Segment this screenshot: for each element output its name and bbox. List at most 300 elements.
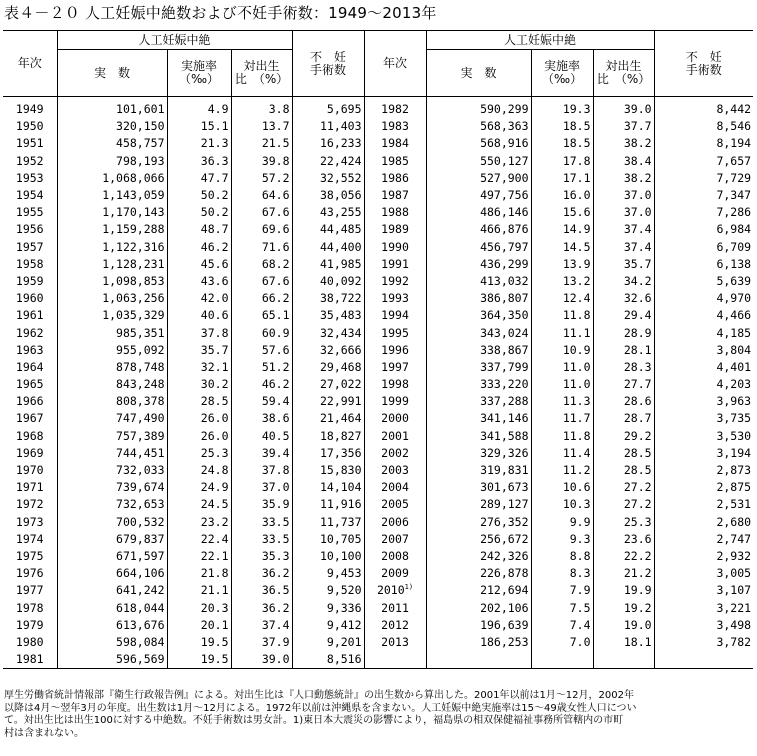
cell-abortion-rate: 15.1 bbox=[167, 118, 231, 135]
cell-year: 1976 bbox=[15, 566, 44, 581]
cell-sterilization: 3,963 bbox=[654, 393, 753, 410]
cell-sterilization: 3,498 bbox=[654, 617, 753, 634]
cell-sterilization: 35,483 bbox=[292, 307, 364, 324]
cell-year: 1993 bbox=[364, 290, 426, 307]
table-row bbox=[3, 548, 753, 565]
cell-abortion-rate: 28.5 bbox=[167, 393, 231, 410]
cell-birth-ratio: 18.1 bbox=[593, 634, 654, 651]
cell-abortion-count: 186,253 bbox=[426, 634, 531, 651]
cell-abortion-rate: 50.2 bbox=[167, 204, 231, 221]
table-row bbox=[3, 445, 753, 462]
cell-birth-ratio: 39.8 bbox=[231, 153, 292, 170]
cell-abortion-count: 757,389 bbox=[57, 428, 167, 445]
cell-birth-ratio: 28.9 bbox=[593, 324, 654, 341]
cell-birth-ratio: 3.8 bbox=[231, 97, 292, 119]
cell-abortion-count: 527,900 bbox=[426, 170, 531, 187]
cell-year: 1989 bbox=[364, 221, 426, 238]
cell-abortion-count: 329,326 bbox=[426, 445, 531, 462]
footnote-line: て。対出生比は出生100に対する中絶数。不妊手術数は男女計。1)東日本大震災の影響により，福島県の相双保健福祉事務所管轄内の市町 bbox=[4, 715, 624, 726]
cell-birth-ratio: 36.5 bbox=[231, 582, 292, 599]
cell-sterilization: 4,401 bbox=[654, 359, 753, 376]
cell-abortion-rate: 9.9 bbox=[531, 514, 593, 531]
cell-year: 1958 bbox=[15, 256, 44, 271]
cell-birth-ratio: 34.2 bbox=[593, 273, 654, 290]
cell-sterilization: 11,737 bbox=[292, 514, 364, 531]
cell-abortion-rate: 23.2 bbox=[167, 514, 231, 531]
cell-birth-ratio: 37.8 bbox=[231, 462, 292, 479]
table-row bbox=[3, 462, 753, 479]
cell-abortion-rate: 10.6 bbox=[531, 479, 593, 496]
cell-abortion-rate: 30.2 bbox=[167, 376, 231, 393]
cell-abortion-rate: 11.1 bbox=[531, 324, 593, 341]
cell-birth-ratio: 28.3 bbox=[593, 359, 654, 376]
cell-year: 1962 bbox=[15, 325, 44, 340]
cell-year: 1963 bbox=[15, 342, 44, 357]
cell-abortion-rate: 10.9 bbox=[531, 342, 593, 359]
cell-abortion-rate: 45.6 bbox=[167, 256, 231, 273]
cell-birth-ratio: 28.1 bbox=[593, 342, 654, 359]
table-row bbox=[3, 97, 753, 119]
cell-abortion-rate: 9.3 bbox=[531, 531, 593, 548]
cell-year: 1959 bbox=[15, 273, 44, 288]
cell-birth-ratio: 37.7 bbox=[593, 118, 654, 135]
cell-sterilization: 16,233 bbox=[292, 135, 364, 152]
cell-sterilization: 7,286 bbox=[654, 204, 753, 221]
cell-sterilization: 38,722 bbox=[292, 290, 364, 307]
cell-sterilization: 3,804 bbox=[654, 342, 753, 359]
table-row bbox=[3, 170, 753, 187]
cell-sterilization: 29,468 bbox=[292, 359, 364, 376]
cell-sterilization: 38,056 bbox=[292, 187, 364, 204]
cell-abortion-count: 337,288 bbox=[426, 393, 531, 410]
table-row bbox=[3, 582, 753, 599]
cell-year: 1996 bbox=[364, 342, 426, 359]
cell-birth-ratio: 19.0 bbox=[593, 617, 654, 634]
cell-abortion-count: 319,831 bbox=[426, 462, 531, 479]
cell-abortion-rate: 21.3 bbox=[167, 135, 231, 152]
cell-birth-ratio: 25.3 bbox=[593, 514, 654, 531]
cell-birth-ratio: 60.9 bbox=[231, 324, 292, 341]
table-row bbox=[3, 634, 753, 651]
cell-sterilization: 3,782 bbox=[654, 634, 753, 651]
cell-sterilization: 8,442 bbox=[654, 97, 753, 119]
cell-sterilization: 18,827 bbox=[292, 428, 364, 445]
table-row bbox=[3, 307, 753, 324]
table-row bbox=[3, 514, 753, 531]
cell-abortion-count: 744,451 bbox=[57, 445, 167, 462]
cell-abortion-rate: 48.7 bbox=[167, 221, 231, 238]
cell-sterilization: 10,705 bbox=[292, 531, 364, 548]
cell-year: 1997 bbox=[364, 359, 426, 376]
cell-abortion-count: 497,756 bbox=[426, 187, 531, 204]
cell-year: 2008 bbox=[364, 548, 426, 565]
cell-abortion-count: 337,799 bbox=[426, 359, 531, 376]
cell-sterilization: 11,916 bbox=[292, 496, 364, 513]
cell-birth-ratio: 22.2 bbox=[593, 548, 654, 565]
cell-year: 1985 bbox=[364, 153, 426, 170]
cell-abortion-rate: 11.7 bbox=[531, 410, 593, 427]
cell-sterilization: 4,970 bbox=[654, 290, 753, 307]
cell-abortion-count: 1,063,256 bbox=[57, 290, 167, 307]
page-title: 表４－２０ 人工妊娠中絶数および不妊手術数：1949～2013年 bbox=[4, 4, 437, 22]
cell-sterilization: 32,434 bbox=[292, 324, 364, 341]
cell-abortion-rate: 26.0 bbox=[167, 428, 231, 445]
header-count-right: 実 数 bbox=[426, 50, 531, 97]
cell-abortion-rate: 11.2 bbox=[531, 462, 593, 479]
cell-birth-ratio: 21.2 bbox=[593, 565, 654, 582]
table-row bbox=[3, 135, 753, 152]
cell-abortion-rate: 13.9 bbox=[531, 256, 593, 273]
cell-abortion-rate: 11.0 bbox=[531, 359, 593, 376]
table-row bbox=[3, 376, 753, 393]
cell-abortion-rate: 18.5 bbox=[531, 135, 593, 152]
cell-year: 1965 bbox=[15, 377, 44, 392]
cell-abortion-count: 732,653 bbox=[57, 496, 167, 513]
cell-abortion-count: 1,035,329 bbox=[57, 307, 167, 324]
cell-abortion-rate: 36.3 bbox=[167, 153, 231, 170]
cell-year: 2000 bbox=[364, 410, 426, 427]
cell-abortion-rate: 25.3 bbox=[167, 445, 231, 462]
table-row bbox=[3, 342, 753, 359]
cell-sterilization: 8,516 bbox=[292, 651, 364, 669]
cell-sterilization: 32,666 bbox=[292, 342, 364, 359]
header-abortion-left: 人工妊娠中絶 bbox=[57, 31, 292, 50]
header-rate-right: 実施率 （‰） bbox=[531, 50, 593, 97]
cell-abortion-count: 596,569 bbox=[57, 651, 167, 669]
cell-abortion-count: 1,128,231 bbox=[57, 256, 167, 273]
cell-sterilization: 3,194 bbox=[654, 445, 753, 462]
cell-year: 1968 bbox=[15, 428, 44, 443]
cell-abortion-rate: 42.0 bbox=[167, 290, 231, 307]
cell-abortion-rate: 21.1 bbox=[167, 582, 231, 599]
cell-abortion-count: 364,350 bbox=[426, 307, 531, 324]
cell-abortion-rate: 7.0 bbox=[531, 634, 593, 651]
cell-abortion-count: 1,170,143 bbox=[57, 204, 167, 221]
cell-abortion-rate: 17.8 bbox=[531, 153, 593, 170]
cell-sterilization: 5,639 bbox=[654, 273, 753, 290]
cell-abortion-count: 320,150 bbox=[57, 118, 167, 135]
cell-sterilization: 40,092 bbox=[292, 273, 364, 290]
table-row bbox=[3, 239, 753, 256]
cell-year: 2004 bbox=[364, 479, 426, 496]
cell-sterilization: 17,356 bbox=[292, 445, 364, 462]
cell-year: 1975 bbox=[15, 548, 44, 563]
cell-birth-ratio: 38.4 bbox=[593, 153, 654, 170]
cell-year: 1982 bbox=[364, 97, 426, 119]
cell-birth-ratio: 35.9 bbox=[231, 496, 292, 513]
table-row bbox=[3, 290, 753, 307]
cell-year: 1967 bbox=[15, 411, 44, 426]
cell-birth-ratio: 39.4 bbox=[231, 445, 292, 462]
cell-abortion-count: 568,916 bbox=[426, 135, 531, 152]
cell-abortion-count: 333,220 bbox=[426, 376, 531, 393]
cell-abortion-count: 808,378 bbox=[57, 393, 167, 410]
footnote-line: 厚生労働省統計情報部『衛生行政報告例』による。対出生比は『人口動態統計』の出生数から算出した。2001年以前は1月～12月，2002年 bbox=[4, 690, 634, 701]
cell-abortion-rate: 26.0 bbox=[167, 410, 231, 427]
cell-abortion-rate: 11.0 bbox=[531, 376, 593, 393]
cell-birth-ratio: 37.4 bbox=[593, 239, 654, 256]
cell-sterilization: 9,453 bbox=[292, 565, 364, 582]
table-body bbox=[3, 97, 753, 669]
cell-year: 1960 bbox=[15, 291, 44, 306]
cell-abortion-count: 843,248 bbox=[57, 376, 167, 393]
cell-abortion-rate: 10.3 bbox=[531, 496, 593, 513]
header-year-left: 年次 bbox=[3, 31, 57, 97]
cell-sterilization: 44,485 bbox=[292, 221, 364, 238]
cell-abortion-count: 598,084 bbox=[57, 634, 167, 651]
cell-birth-ratio: 65.1 bbox=[231, 307, 292, 324]
cell-abortion-count: 985,351 bbox=[57, 324, 167, 341]
cell-year: 1954 bbox=[15, 188, 44, 203]
cell-birth-ratio: 36.2 bbox=[231, 599, 292, 616]
cell-abortion-count: 955,092 bbox=[57, 342, 167, 359]
cell-abortion-count: 101,601 bbox=[57, 97, 167, 119]
cell-abortion-count: 550,127 bbox=[426, 153, 531, 170]
cell-abortion-rate: 40.6 bbox=[167, 307, 231, 324]
cell-sterilization: 43,255 bbox=[292, 204, 364, 221]
cell-abortion-count: 466,876 bbox=[426, 221, 531, 238]
table-row bbox=[3, 324, 753, 341]
table-row bbox=[3, 359, 753, 376]
cell-year: 1978 bbox=[15, 600, 44, 615]
cell-abortion-count: 196,639 bbox=[426, 617, 531, 634]
table-row bbox=[3, 599, 753, 616]
cell-abortion-count: 341,146 bbox=[426, 410, 531, 427]
cell-sterilization: 3,735 bbox=[654, 410, 753, 427]
cell-sterilization: 4,203 bbox=[654, 376, 753, 393]
cell-sterilization: 32,552 bbox=[292, 170, 364, 187]
cell-abortion-rate: 47.7 bbox=[167, 170, 231, 187]
cell-sterilization: 2,875 bbox=[654, 479, 753, 496]
cell-year: 1956 bbox=[15, 222, 44, 237]
cell-birth-ratio: 59.4 bbox=[231, 393, 292, 410]
cell-year: 1964 bbox=[15, 359, 44, 374]
cell-year: 1969 bbox=[15, 445, 44, 460]
header-sterilization-left: 不 妊 手術数 bbox=[292, 31, 364, 97]
cell-sterilization: 22,424 bbox=[292, 153, 364, 170]
cell-abortion-rate: 22.1 bbox=[167, 548, 231, 565]
cell-abortion-rate: 11.8 bbox=[531, 307, 593, 324]
cell-abortion-count: 436,299 bbox=[426, 256, 531, 273]
footnotes bbox=[4, 690, 754, 740]
cell-abortion-count: 343,024 bbox=[426, 324, 531, 341]
cell-abortion-count: 202,106 bbox=[426, 599, 531, 616]
cell-year: 1990 bbox=[364, 239, 426, 256]
cell-birth-ratio: 38.6 bbox=[231, 410, 292, 427]
cell-abortion-count: 242,326 bbox=[426, 548, 531, 565]
cell-birth-ratio: 13.7 bbox=[231, 118, 292, 135]
cell-abortion-count: 618,044 bbox=[57, 599, 167, 616]
cell-abortion-rate: 7.9 bbox=[531, 582, 593, 599]
cell-birth-ratio: 38.2 bbox=[593, 135, 654, 152]
cell-year: 1966 bbox=[15, 394, 44, 409]
cell-abortion-count: 1,098,853 bbox=[57, 273, 167, 290]
cell-abortion-count: 1,159,288 bbox=[57, 221, 167, 238]
cell-sterilization: 9,201 bbox=[292, 634, 364, 651]
cell-sterilization: 3,005 bbox=[654, 565, 753, 582]
cell-birth-ratio: 37.0 bbox=[231, 479, 292, 496]
cell-abortion-rate: 18.5 bbox=[531, 118, 593, 135]
header-ratio-right: 対出生 比 （%） bbox=[593, 50, 654, 97]
cell-sterilization: 7,729 bbox=[654, 170, 753, 187]
cell-abortion-rate: 11.8 bbox=[531, 428, 593, 445]
cell-abortion-count: 486,146 bbox=[426, 204, 531, 221]
cell-birth-ratio: 37.0 bbox=[593, 204, 654, 221]
table-row bbox=[3, 651, 753, 669]
cell-birth-ratio: 19.2 bbox=[593, 599, 654, 616]
cell-sterilization: 44,400 bbox=[292, 239, 364, 256]
cell-abortion-rate: 11.4 bbox=[531, 445, 593, 462]
cell-year: 1977 bbox=[15, 583, 44, 598]
header-rate-left: 実施率 （‰） bbox=[167, 50, 231, 97]
header-year-right: 年次 bbox=[364, 31, 426, 97]
cell-birth-ratio bbox=[593, 651, 654, 669]
cell-abortion-count: 732,033 bbox=[57, 462, 167, 479]
cell-year: 2007 bbox=[364, 531, 426, 548]
cell-year: 1991 bbox=[364, 256, 426, 273]
header-abortion-right: 人工妊娠中絶 bbox=[426, 31, 654, 50]
cell-abortion-rate: 19.5 bbox=[167, 651, 231, 669]
cell-birth-ratio: 21.5 bbox=[231, 135, 292, 152]
cell-abortion-count: 338,867 bbox=[426, 342, 531, 359]
cell-birth-ratio: 27.2 bbox=[593, 479, 654, 496]
cell-sterilization: 15,830 bbox=[292, 462, 364, 479]
cell-abortion-count: 458,757 bbox=[57, 135, 167, 152]
cell-year: 1957 bbox=[15, 239, 44, 254]
cell-year: 1972 bbox=[15, 497, 44, 512]
table-row bbox=[3, 410, 753, 427]
cell-birth-ratio: 27.2 bbox=[593, 496, 654, 513]
cell-year: 1992 bbox=[364, 273, 426, 290]
cell-sterilization: 11,403 bbox=[292, 118, 364, 135]
cell-abortion-rate: 11.3 bbox=[531, 393, 593, 410]
cell-sterilization: 21,464 bbox=[292, 410, 364, 427]
cell-birth-ratio: 32.6 bbox=[593, 290, 654, 307]
cell-abortion-count: 341,588 bbox=[426, 428, 531, 445]
cell-year: 1951 bbox=[15, 136, 44, 151]
cell-abortion-count: 613,676 bbox=[57, 617, 167, 634]
cell-abortion-rate: 50.2 bbox=[167, 187, 231, 204]
cell-birth-ratio: 39.0 bbox=[231, 651, 292, 669]
cell-birth-ratio: 71.6 bbox=[231, 239, 292, 256]
cell-year: 1980 bbox=[15, 634, 44, 649]
cell-birth-ratio: 69.6 bbox=[231, 221, 292, 238]
cell-sterilization: 41,985 bbox=[292, 256, 364, 273]
cell-birth-ratio: 67.6 bbox=[231, 204, 292, 221]
cell-sterilization: 2,932 bbox=[654, 548, 753, 565]
cell-sterilization: 7,347 bbox=[654, 187, 753, 204]
cell-year: 1961 bbox=[15, 308, 44, 323]
table-row bbox=[3, 187, 753, 204]
cell-abortion-count: 256,672 bbox=[426, 531, 531, 548]
cell-year: 1955 bbox=[15, 205, 44, 220]
cell-abortion-count: 664,106 bbox=[57, 565, 167, 582]
cell-abortion-count: 1,068,066 bbox=[57, 170, 167, 187]
table-row bbox=[3, 496, 753, 513]
cell-abortion-rate: 37.8 bbox=[167, 324, 231, 341]
cell-birth-ratio: 33.5 bbox=[231, 531, 292, 548]
cell-sterilization: 8,194 bbox=[654, 135, 753, 152]
cell-abortion-count bbox=[426, 651, 531, 669]
cell-sterilization: 2,531 bbox=[654, 496, 753, 513]
table-row bbox=[3, 118, 753, 135]
cell-abortion-count: 671,597 bbox=[57, 548, 167, 565]
cell-birth-ratio: 28.7 bbox=[593, 410, 654, 427]
cell-abortion-rate: 4.9 bbox=[167, 97, 231, 119]
cell-abortion-rate: 43.6 bbox=[167, 273, 231, 290]
cell-year: 2006 bbox=[364, 514, 426, 531]
cell-sterilization: 10,100 bbox=[292, 548, 364, 565]
cell-year: 1987 bbox=[364, 187, 426, 204]
cell-year: 1986 bbox=[364, 170, 426, 187]
cell-birth-ratio: 67.6 bbox=[231, 273, 292, 290]
cell-birth-ratio: 28.5 bbox=[593, 445, 654, 462]
header-count-left: 実 数 bbox=[57, 50, 167, 97]
cell-birth-ratio: 35.7 bbox=[593, 256, 654, 273]
footnote-line: 村は含まれない。 bbox=[4, 727, 84, 739]
cell-abortion-count: 289,127 bbox=[426, 496, 531, 513]
cell-year: 1999 bbox=[364, 393, 426, 410]
cell-birth-ratio: 29.4 bbox=[593, 307, 654, 324]
cell-abortion-rate bbox=[531, 651, 593, 669]
cell-abortion-rate: 32.1 bbox=[167, 359, 231, 376]
cell-sterilization: 2,680 bbox=[654, 514, 753, 531]
cell-year: 1952 bbox=[15, 153, 44, 168]
cell-abortion-rate: 20.1 bbox=[167, 617, 231, 634]
cell-abortion-count: 679,837 bbox=[57, 531, 167, 548]
cell-abortion-rate: 12.4 bbox=[531, 290, 593, 307]
cell-sterilization: 4,185 bbox=[654, 324, 753, 341]
cell-birth-ratio: 66.2 bbox=[231, 290, 292, 307]
cell-birth-ratio: 23.6 bbox=[593, 531, 654, 548]
cell-abortion-count: 386,807 bbox=[426, 290, 531, 307]
cell-abortion-count: 568,363 bbox=[426, 118, 531, 135]
cell-birth-ratio: 37.4 bbox=[231, 617, 292, 634]
cell-sterilization: 7,657 bbox=[654, 153, 753, 170]
table-row bbox=[3, 393, 753, 410]
cell-abortion-count: 1,143,059 bbox=[57, 187, 167, 204]
table-row bbox=[3, 565, 753, 582]
cell-abortion-count: 456,797 bbox=[426, 239, 531, 256]
cell-year: 1973 bbox=[15, 514, 44, 529]
cell-year: 2005 bbox=[364, 496, 426, 513]
header-sterilization-right: 不 妊 手術数 bbox=[654, 31, 753, 97]
cell-year: 2013 bbox=[364, 634, 426, 651]
cell-sterilization: 4,466 bbox=[654, 307, 753, 324]
cell-abortion-count: 301,673 bbox=[426, 479, 531, 496]
cell-birth-ratio: 57.2 bbox=[231, 170, 292, 187]
cell-abortion-rate: 14.9 bbox=[531, 221, 593, 238]
cell-abortion-count: 641,242 bbox=[57, 582, 167, 599]
cell-abortion-rate: 8.8 bbox=[531, 548, 593, 565]
cell-abortion-rate: 7.4 bbox=[531, 617, 593, 634]
cell-year: 2010$^{1)}$ bbox=[364, 582, 426, 599]
cell-year: 1988 bbox=[364, 204, 426, 221]
cell-year: 1971 bbox=[15, 480, 44, 495]
cell-abortion-rate: 19.3 bbox=[531, 97, 593, 119]
cell-year: 2002 bbox=[364, 445, 426, 462]
cell-abortion-count: 747,490 bbox=[57, 410, 167, 427]
cell-year: 1950 bbox=[15, 119, 44, 134]
cell-sterilization: 6,709 bbox=[654, 239, 753, 256]
cell-birth-ratio: 46.2 bbox=[231, 376, 292, 393]
cell-sterilization: 6,138 bbox=[654, 256, 753, 273]
cell-abortion-rate: 20.3 bbox=[167, 599, 231, 616]
cell-abortion-rate: 15.6 bbox=[531, 204, 593, 221]
cell-year: 1983 bbox=[364, 118, 426, 135]
cell-abortion-rate: 24.8 bbox=[167, 462, 231, 479]
cell-sterilization: 9,336 bbox=[292, 599, 364, 616]
